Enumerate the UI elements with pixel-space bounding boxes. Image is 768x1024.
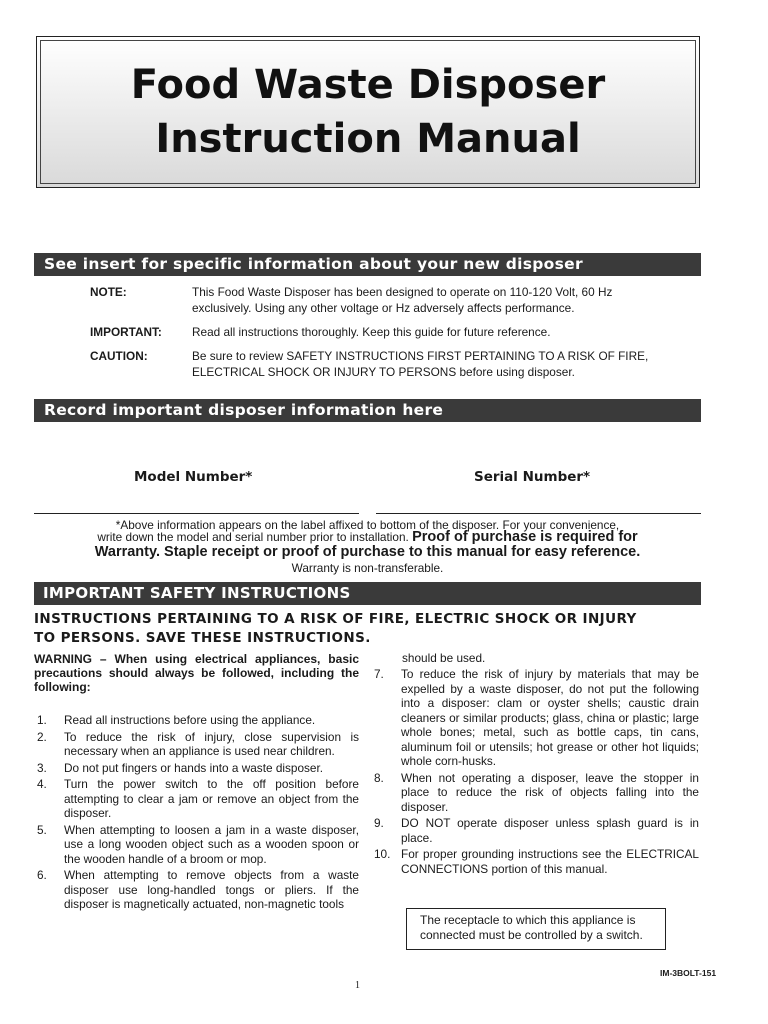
list-item (37, 730, 359, 759)
safety-subhead-line-1: INSTRUCTIONS PERTAINING TO A RISK OF FIRE, ELECTRIC SHOCK OR INJURY (34, 611, 637, 627)
safety-instructions-bar: IMPORTANT SAFETY INSTRUCTIONS (34, 582, 701, 605)
title-line-2: Instruction Manual (155, 116, 581, 162)
note-text: This Food Waste Disposer has been designed to operate on 110-120 Volt, 60 Hz exclusively. Using any other voltage or Hz adversely affects performance. (192, 285, 613, 315)
warning-text: WARNING – When using electrical appliances, basic precautions should always be followed, including the following: (34, 652, 359, 694)
list-item-text: Do not put fingers or hands into a waste disposer. (64, 760, 324, 775)
page-number: 1 (355, 980, 360, 991)
proof-of-purchase-text: Proof of purchase is required for (412, 529, 638, 545)
list-item-number: 10. (374, 847, 391, 861)
list-item (37, 823, 359, 867)
important-label: IMPORTANT: (90, 325, 162, 339)
list-item (374, 771, 699, 815)
list-item-text: Turn the power switch to the off position before attempting to clear a jam or remove an object from the disposer. (64, 777, 359, 820)
title-line-1: Food Waste Disposer (130, 62, 606, 108)
serial-number-label: Serial Number* (474, 469, 591, 485)
list-item-number: 2. (37, 729, 47, 744)
list-item-number: 4. (37, 777, 47, 791)
list-item (374, 667, 699, 769)
list-item-text: To reduce the risk of injury by materials that may be expelled by a waste disposer, do not put the following into a disposer: clam or oyster shells; caustic drain cleaners or similar products; glass, china or plastic; large whole bones; metal, such as bottle caps, tin cans, aluminum foil or utensils; hot grease or other hot liquids; whole corn-husks. (401, 667, 699, 768)
important-text: Read all instructions thoroughly. Keep this guide for future reference. (192, 325, 551, 339)
insert-info-bar: See insert for specific information about your new disposer (34, 253, 701, 276)
list-item (374, 847, 699, 876)
list-item (37, 713, 359, 728)
document-code: IM-3BOLT-151 (660, 968, 717, 978)
list-item-text: When attempting to loosen a jam in a waste disposer, use a long wooden object such as a wooden spoon or the wooden handle of a broom or mop. (64, 822, 359, 866)
record-note-line-1: *Above information appears on the label affixed to bottom of the disposer. For your convenience, (115, 518, 620, 532)
warranty-staple-text: Warranty. Staple receipt or proof of purchase to this manual for easy reference. (94, 544, 641, 560)
list-item (37, 777, 359, 821)
title-box (36, 36, 700, 188)
list-item-text: To reduce the risk of injury, close supervision is necessary when an appliance is used near children. (64, 729, 359, 758)
list-item-text: When not operating a disposer, leave the stopper in place to reduce the risk of objects falling into the disposer. (401, 770, 699, 814)
list-item-text: When attempting to remove objects from a waste disposer use long-handled tongs or pliers. If the disposer is magnetically actuated, non-magnetic tools (64, 868, 359, 911)
list-item-text: DO NOT operate disposer unless splash guard is in place. (401, 816, 699, 845)
page-title (131, 58, 605, 166)
list-item-number: 6. (37, 868, 47, 882)
list-item-number: 7. (374, 667, 384, 681)
instructions-list-left (37, 713, 359, 914)
model-number-label: Model Number* (134, 469, 253, 485)
list-item-number: 1. (37, 713, 47, 727)
list-item-text: Read all instructions before using the appliance. (64, 713, 316, 727)
list-item-number: 9. (374, 816, 384, 830)
instructions-list-right (374, 667, 699, 878)
instruction-6-continued: should be used. (402, 651, 486, 665)
serial-number-line[interactable] (376, 513, 701, 514)
list-item (374, 816, 699, 845)
list-item-text: For proper grounding instructions see the ELECTRICAL CONNECTIONS portion of this manual. (401, 847, 699, 876)
record-note-line-2 (34, 530, 701, 544)
caution-text: Be sure to review SAFETY INSTRUCTIONS FIRST PERTAINING TO A RISK OF FIRE, ELECTRICAL SHOCK OR INJURY TO PERSONS before using disposer. (192, 349, 649, 379)
note-label: NOTE: (90, 285, 127, 299)
record-note-text: write down the model and serial number prior to installation. (97, 530, 409, 544)
record-info-bar: Record important disposer information here (34, 399, 701, 422)
warranty-transfer-text: Warranty is non-transferable. (291, 561, 444, 575)
caution-label: CAUTION: (90, 349, 148, 363)
switch-note-box: The receptacle to which this appliance is connected must be controlled by a switch. (406, 908, 666, 950)
model-number-line[interactable] (34, 513, 359, 514)
list-item (37, 761, 359, 776)
list-item-number: 8. (374, 770, 384, 785)
list-item-number: 3. (37, 760, 47, 775)
list-item-number: 5. (37, 822, 47, 837)
safety-subhead-line-2: TO PERSONS. SAVE THESE INSTRUCTIONS. (34, 630, 371, 646)
list-item (37, 868, 359, 912)
